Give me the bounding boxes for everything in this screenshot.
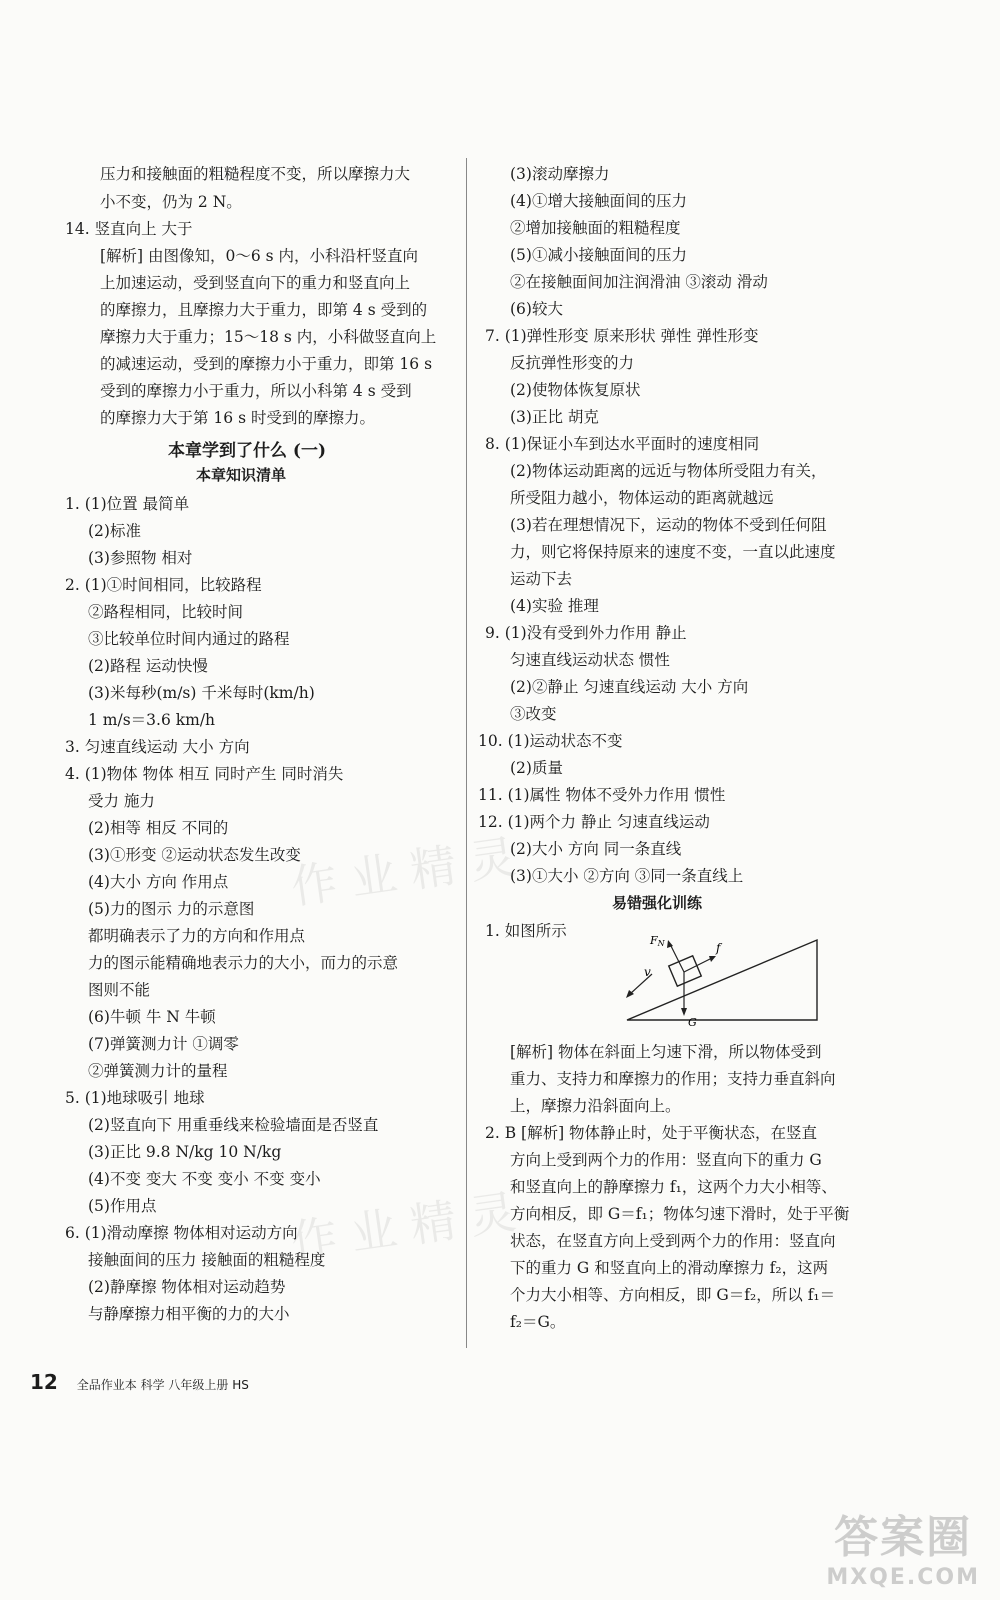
text-line: ②在接触面间加注润滑油 ③滚动 滑动 bbox=[510, 273, 768, 291]
text-line: 1. 如图所示 bbox=[485, 922, 567, 940]
column-divider bbox=[466, 158, 467, 1348]
text-line: (6)牛顿 牛 N 牛顿 bbox=[88, 1008, 216, 1026]
text-line: 反抗弹性形变的力 bbox=[510, 354, 635, 372]
text-line: 和竖直向上的静摩擦力 f₁，这两个力大小相等、 bbox=[510, 1178, 837, 1196]
text-line: 下的重力 G 和竖直向上的滑动摩擦力 f₂，这两 bbox=[510, 1259, 829, 1277]
text-line: 1. (1)位置 最简单 bbox=[65, 495, 190, 513]
text-line: 重力、支持力和摩擦力的作用；支持力垂直斜向 bbox=[510, 1070, 836, 1088]
text-line: (2)质量 bbox=[510, 759, 563, 777]
fn-label: F bbox=[650, 934, 658, 947]
text-line: (4)大小 方向 作用点 bbox=[88, 873, 229, 891]
text-line: (2)静摩擦 物体相对运动趋势 bbox=[88, 1278, 286, 1296]
text-line: (3)米每秒(m/s) 千米每时(km/h) bbox=[88, 684, 315, 702]
text-line: 1 m/s＝3.6 km/h bbox=[88, 711, 216, 729]
text-line: 与静摩擦力相平衡的力的大小 bbox=[88, 1305, 290, 1323]
text-line: 受到的摩擦力小于重力，所以小科第 4 s 受到 bbox=[100, 382, 412, 400]
text-line: 4. (1)物体 物体 相互 同时产生 同时消失 bbox=[65, 765, 344, 783]
text-line: 的摩擦力，且摩擦力大于重力，即第 4 s 受到的 bbox=[100, 301, 428, 319]
text-line: 状态，在竖直方向上受到两个力的作用：竖直向 bbox=[510, 1232, 836, 1250]
watermark: 作业精灵 bbox=[287, 827, 534, 915]
text-line: 7. (1)弹性形变 原来形状 弹性 弹性形变 bbox=[485, 327, 759, 345]
text-line: (3)①大小 ②方向 ③同一条直线上 bbox=[510, 867, 744, 885]
text-line: 11. (1)属性 物体不受外力作用 惯性 bbox=[478, 786, 726, 804]
text-line: 方向上受到两个力的作用：竖直向下的重力 G bbox=[510, 1151, 822, 1169]
text-line: 图则不能 bbox=[88, 981, 151, 999]
text-line: (6)较大 bbox=[510, 300, 563, 318]
text-line: 压力和接触面的粗糙程度不变，所以摩擦力大 bbox=[100, 165, 411, 183]
text-line: ②弹簧测力计的量程 bbox=[88, 1062, 228, 1080]
text-line: 10. (1)运动状态不变 bbox=[478, 732, 623, 750]
text-line: ②路程相同，比较时间 bbox=[88, 603, 244, 621]
text-line: 6. (1)滑动摩擦 物体相对运动方向 bbox=[65, 1224, 298, 1242]
text-line: 接触面间的压力 接触面的粗糙程度 bbox=[88, 1251, 326, 1269]
text-line: 5. (1)地球吸引 地球 bbox=[65, 1089, 205, 1107]
text-line: 的摩擦力大于第 16 s 时受到的摩擦力。 bbox=[100, 409, 375, 427]
text-line: (3)正比 9.8 N/kg 10 N/kg bbox=[88, 1143, 282, 1161]
text-line: (5)①减小接触面间的压力 bbox=[510, 246, 687, 264]
text-line: 2. (1)①时间相同，比较路程 bbox=[65, 576, 262, 594]
page-footer bbox=[30, 1370, 249, 1394]
text-line: 所受阻力越小，物体运动的距离就越远 bbox=[510, 489, 774, 507]
text-line: 3. 匀速直线运动 大小 方向 bbox=[65, 738, 250, 756]
svg-text:FN bbox=[649, 934, 666, 948]
text-line: (2)大小 方向 同一条直线 bbox=[510, 840, 682, 858]
text-line: (5)作用点 bbox=[88, 1197, 157, 1215]
site-logo bbox=[826, 1501, 980, 1590]
text-line: 摩擦力大于重力；15～18 s 内，小科做竖直向上 bbox=[100, 328, 437, 346]
text-line: (4)实验 推理 bbox=[510, 597, 599, 615]
text-line: ③比较单位时间内通过的路程 bbox=[88, 630, 290, 648]
text-line: 8. (1)保证小车到达水平面时的速度相同 bbox=[485, 435, 760, 453]
page-number: 12 bbox=[30, 1370, 58, 1394]
text-line: 匀速直线运动状态 惯性 bbox=[510, 651, 670, 669]
text-line: (2)②静止 匀速直线运动 大小 方向 bbox=[510, 678, 749, 696]
text-line: (2)使物体恢复原状 bbox=[510, 381, 641, 399]
text-line: 9. (1)没有受到外力作用 静止 bbox=[485, 624, 687, 642]
text-line: 的减速运动，受到的摩擦力小于重力，即第 16 s bbox=[100, 355, 433, 373]
text-line: 力，则它将保持原来的速度不变，一直以此速度 bbox=[510, 543, 836, 561]
watermark: 作业精灵 bbox=[287, 1182, 534, 1270]
text-line: [解析] 物体在斜面上匀速下滑，所以物体受到 bbox=[510, 1043, 822, 1061]
text-line: 小不变，仍为 2 N。 bbox=[100, 193, 242, 211]
text-line: 方向相反，即 G＝f₁；物体匀速下滑时，处于平衡 bbox=[510, 1205, 850, 1223]
text-line: 运动下去 bbox=[510, 570, 573, 588]
logo-url: MXQE.COM bbox=[826, 1565, 980, 1590]
text-line: 都明确表示了力的方向和作用点 bbox=[88, 927, 306, 945]
text-line: (3)若在理想情况下，运动的物体不受到任何阻 bbox=[510, 516, 827, 534]
text-line: ②增加接触面的粗糙程度 bbox=[510, 219, 681, 237]
section-heading: 本章学到了什么 (一) bbox=[168, 441, 327, 461]
text-line: (7)弹簧测力计 ①调零 bbox=[88, 1035, 239, 1053]
text-line: (5)力的图示 力的示意图 bbox=[88, 900, 255, 918]
text-line: (2)路程 运动快慢 bbox=[88, 657, 208, 675]
logo-mark: 答案圈 bbox=[834, 1512, 973, 1563]
section-heading: 本章知识清单 bbox=[196, 466, 287, 484]
text-line: (2)相等 相反 不同的 bbox=[88, 819, 229, 837]
text-line: (2)物体运动距离的远近与物体所受阻力有关， bbox=[510, 462, 827, 480]
text-line: ③改变 bbox=[510, 705, 557, 723]
text-line: [解析] 由图像知，0～6 s 内，小科沿杆竖直向 bbox=[100, 247, 419, 265]
text-line: 个力大小相等、方向相反，即 G＝f₂，所以 f₁＝ bbox=[510, 1286, 836, 1304]
text-line: f₂＝G。 bbox=[510, 1313, 566, 1331]
g-label: G bbox=[688, 1016, 697, 1029]
text-line: 上，摩擦力沿斜面向上。 bbox=[510, 1097, 681, 1115]
text-line: (2)标准 bbox=[88, 522, 141, 540]
text-line: (3)参照物 相对 bbox=[88, 549, 193, 567]
text-line: 14. 竖直向上 大于 bbox=[65, 220, 193, 238]
incline-force-diagram bbox=[612, 932, 832, 1032]
text-line: 受力 施力 bbox=[88, 792, 155, 810]
v-label: v bbox=[644, 965, 651, 979]
text-line: 2. B [解析] 物体静止时，处于平衡状态，在竖直 bbox=[485, 1124, 818, 1142]
fn-sub: N bbox=[657, 939, 665, 948]
section-heading: 易错强化训练 bbox=[612, 894, 703, 912]
text-line: 上加速运动，受到竖直向下的重力和竖直向上 bbox=[100, 274, 411, 292]
text-line: (3)滚动摩擦力 bbox=[510, 165, 610, 183]
text-line: (3)正比 胡克 bbox=[510, 408, 599, 426]
text-line: (2)竖直向下 用重垂线来检验墙面是否竖直 bbox=[88, 1116, 379, 1134]
book-title: 全品作业本 科学 八年级上册 HS bbox=[76, 1378, 249, 1392]
f-label: f bbox=[716, 941, 721, 955]
text-line: (4)不变 变大 不变 变小 不变 变小 bbox=[88, 1170, 321, 1188]
text-line: 12. (1)两个力 静止 匀速直线运动 bbox=[478, 813, 710, 831]
text-line: (3)①形变 ②运动状态发生改变 bbox=[88, 846, 301, 864]
text-line: (4)①增大接触面间的压力 bbox=[510, 192, 687, 210]
text-line: 力的图示能精确地表示力的大小，而力的示意 bbox=[88, 954, 399, 972]
